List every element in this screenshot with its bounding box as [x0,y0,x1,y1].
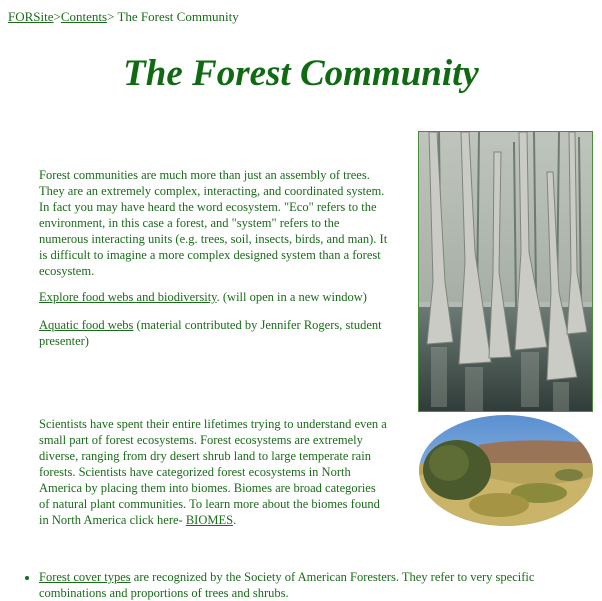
list-item-text: are recognized by the Society of American Foresters. They refer to very specific combinations and proportions of trees and shrubs. [39,570,535,600]
biomes-text: Scientists have spent their entire lifetimes trying to understand even a small part of forest ecosystems. Forest ecosystems are extremely diverse, ranging from dry desert shrub land to large temperate rain forests. Scientists have categorized forest ecosystems in North America by placing them into biomes. Biomes are broad categories of natural plant communities. To learn more about the biomes found in North America click here- [39,417,387,527]
list-item [39,569,599,601]
forest-cover-types-link[interactable]: Forest cover types [39,570,131,584]
food-webs-note: . (will open in a new window) [216,290,367,304]
biomes-link[interactable]: BIOMES [185,513,234,527]
food-webs-paragraph [39,289,391,305]
page-title: The Forest Community [123,53,479,94]
aquatic-paragraph [39,317,391,349]
breadcrumb-current: The Forest Community [114,9,239,24]
desert-shrubland-illustration [419,415,593,526]
aquatic-note: (material contributed by Jennifer Rogers, student presenter) [39,318,382,348]
flooded-forest-illustration [419,132,593,412]
intro-paragraph: Forest communities are much more than just an assembly of trees. They are an extremely complex, interacting, and coordinated system. In fact you may have heard the word ecosystem. "Eco" refers to the environment, in this case a forest, and "system" refers to the numerous interacting units (e.g. trees, soil, insects, birds, and man). It is difficult to imagine a more complex designed system than a forest ecosystem. [39,168,388,278]
desert-shrubland-photo [419,415,593,526]
aquatic-food-webs-link[interactable]: Aquatic food webs [39,318,134,332]
breadcrumb [8,9,239,25]
breadcrumb-separator: > [53,9,61,24]
flooded-forest-photo [418,131,593,412]
breadcrumb-separator: > [107,9,115,24]
bullet-list [0,569,599,601]
food-webs-link[interactable]: Explore food webs and biodiversity [39,290,217,304]
biomes-paragraph [39,416,389,528]
biomes-end: . [233,513,237,527]
breadcrumb-contents-link[interactable]: Contents [60,9,108,24]
breadcrumb-home-link[interactable]: FORSite [8,9,54,24]
